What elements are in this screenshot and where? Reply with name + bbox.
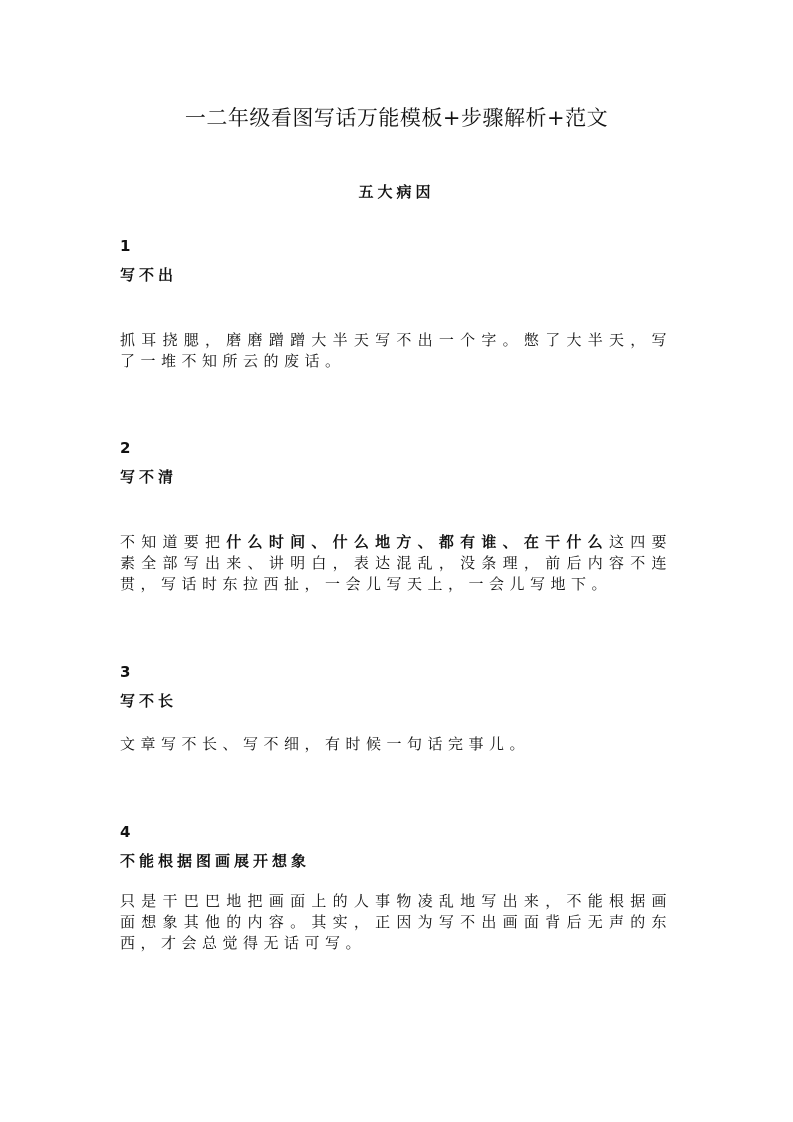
item-body-3: 文章写不长、写不细，有时候一句话完事儿。 [120,735,531,753]
item-title-4: 不能根据图画展开想象 [120,852,311,870]
item-title-2: 写不清 [120,468,178,486]
item-number-2: 2 [120,439,131,457]
item-title-1: 写不出 [120,266,178,284]
item-title-3: 写不长 [120,692,178,710]
item-body-2 [120,532,672,595]
document-title: 一二年级看图写话万能模板+步骤解析+范文 [184,106,609,130]
item-number-3: 3 [120,663,131,681]
item-body-2-after: 这四要素全部写出来、讲明白，表达混乱，没条理，前后内容不连贯，写话时东拉西扯，一会儿写天上，一会儿写地下。 [120,533,672,593]
item-body-4: 只是干巴巴地把画面上的人事物凌乱地写出来，不能根据画面想象其他的内容。其实，正因为写不出画面背后无声的东西，才会总觉得无话可写。 [120,892,672,952]
item-body-1: 抓耳挠腮，磨磨蹭蹭大半天写不出一个字。憋了大半天，写了一堆不知所云的废话。 [120,331,672,370]
item-number-4: 4 [120,823,131,841]
item-body-2-emphasis: 什么时间、什么地方、都有谁、在干什么 [226,533,609,551]
item-number-1: 1 [120,237,131,255]
item-body-2-before: 不知道要把 [120,533,227,551]
section-heading: 五大病因 [358,183,435,201]
